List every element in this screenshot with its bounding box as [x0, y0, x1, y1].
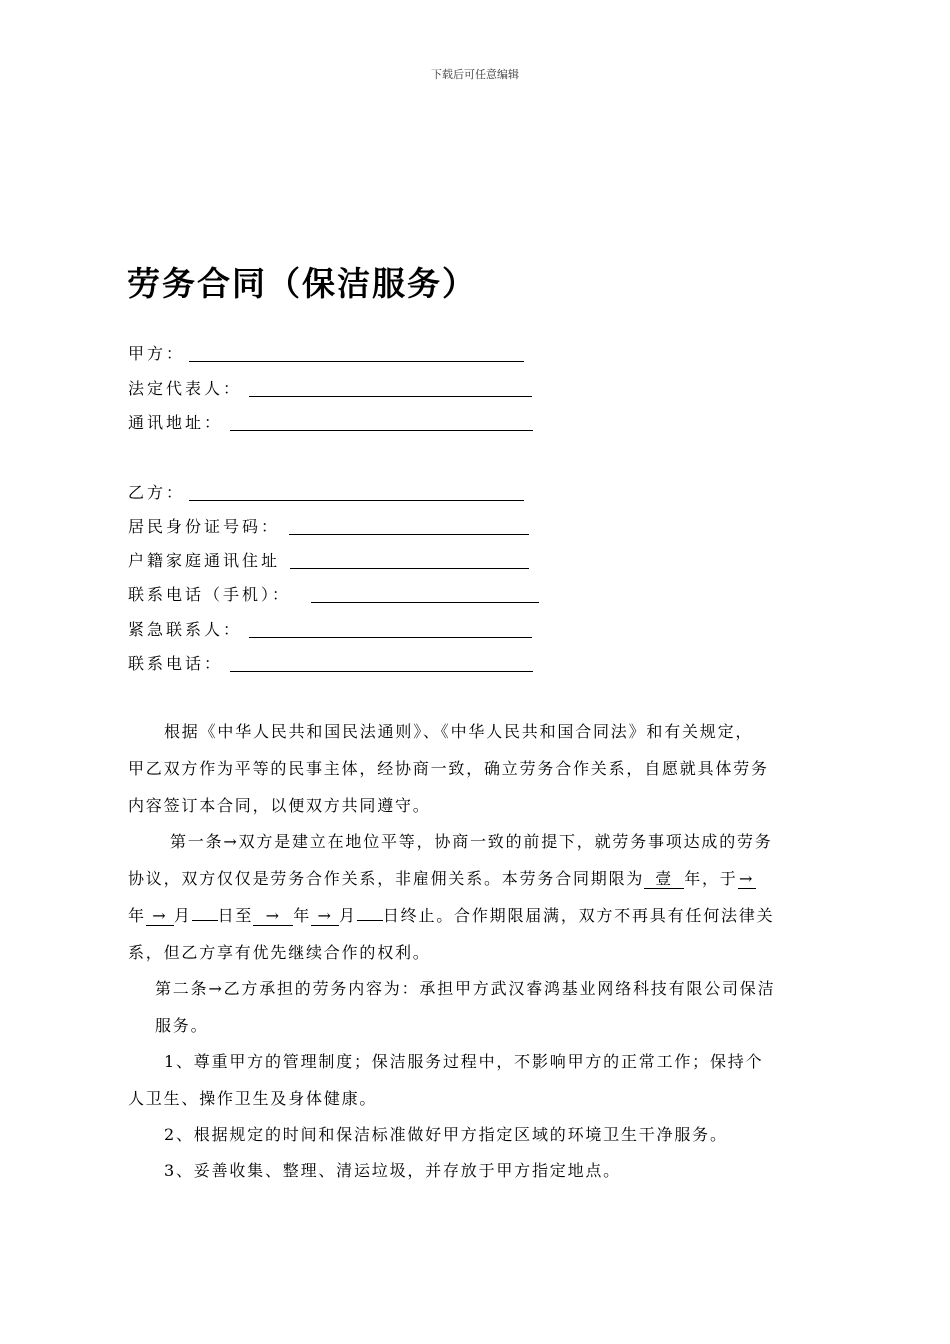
article-2-line-2: 服务。	[155, 1016, 209, 1035]
article-1-line-3: 年 → 月 日至 → 年 → 月 日终止。合作期限届满，双方不再具有任何法律关	[128, 906, 775, 925]
start-year-blank[interactable]: →	[739, 869, 755, 888]
article-1-line-4: 系，但乙方享有优先继续合作的权利。	[128, 943, 431, 962]
intro-line-1: 根据《中华人民共和国民法通则》、《中华人民共和国合同法》和有关规定，	[164, 722, 754, 741]
article-2-line-1: 第二条→乙方承担的劳务内容为：承担甲方武汉睿鸿基业网络科技有限公司保洁	[155, 979, 776, 998]
emergency-contact-field[interactable]	[128, 617, 242, 641]
emergency-contact-blank[interactable]	[249, 637, 532, 638]
item-1-line-2: 人卫生、操作卫生及身体健康。	[128, 1089, 378, 1108]
item-1-line-1: 1、尊重甲方的管理制度；保洁服务过程中，不影响甲方的正常工作；保持个	[164, 1052, 764, 1071]
item-3: 3、妥善收集、整理、清运垃圾，并存放于甲方指定地点。	[164, 1161, 621, 1180]
end-day-blank[interactable]	[357, 920, 383, 921]
mobile-phone-blank[interactable]	[311, 602, 539, 603]
item-2: 2、根据规定的时间和保洁标准做好甲方指定区域的环境卫生干净服务。	[164, 1125, 728, 1144]
article-1-line-2: 协议，双方仅仅是劳务合作关系，非雇佣关系。本劳务合同期限为 壹 年，于→	[128, 869, 755, 888]
start-day-blank[interactable]	[192, 920, 218, 921]
party-a-address-label: 通讯地址：	[128, 413, 224, 432]
home-address-blank[interactable]	[290, 568, 529, 569]
contract-title: 劳务合同（保洁服务）	[127, 264, 477, 303]
start-month-blank[interactable]: →	[146, 907, 174, 926]
intro-line-3: 内容签订本合同，以便双方共同遵守。	[128, 796, 431, 815]
contact-phone-blank[interactable]	[230, 671, 533, 672]
mobile-phone-label: 联系电话（手机）：	[128, 585, 292, 604]
id-number-label: 居民身份证号码：	[128, 517, 281, 536]
party-a-address-blank[interactable]	[230, 430, 533, 431]
end-year-blank[interactable]: →	[253, 907, 293, 926]
id-number-field[interactable]	[128, 514, 280, 538]
legal-rep-blank[interactable]	[249, 396, 532, 397]
mobile-phone-field[interactable]	[128, 582, 291, 606]
party-b-blank[interactable]	[189, 500, 524, 501]
party-a-address-field[interactable]	[128, 410, 223, 434]
article-1-line-1: 第一条→双方是建立在地位平等，协商一致的前提下，就劳务事项达成的劳务	[170, 832, 773, 851]
party-a-field[interactable]	[128, 341, 185, 365]
party-b-label: 乙方：	[128, 483, 186, 502]
home-address-field[interactable]	[128, 548, 280, 572]
party-a-blank[interactable]	[189, 361, 524, 362]
contact-phone-field[interactable]	[128, 651, 223, 675]
legal-rep-label: 法定代表人：	[128, 379, 243, 398]
intro-line-2: 甲乙双方作为平等的民事主体，经协商一致，确立劳务合作关系，自愿就具体劳务	[128, 759, 769, 778]
page-header: 下载后可任意编辑	[431, 68, 519, 81]
party-b-field[interactable]	[128, 480, 185, 504]
emergency-contact-label: 紧急联系人：	[128, 620, 243, 639]
party-a-label: 甲方：	[128, 344, 186, 363]
legal-rep-field[interactable]	[128, 376, 242, 400]
term-years-blank[interactable]: 壹	[644, 870, 684, 889]
home-address-label: 户籍家庭通讯住址	[128, 551, 281, 570]
contact-phone-label: 联系电话：	[128, 654, 224, 673]
end-month-blank[interactable]: →	[311, 907, 339, 926]
id-number-blank[interactable]	[289, 534, 529, 535]
